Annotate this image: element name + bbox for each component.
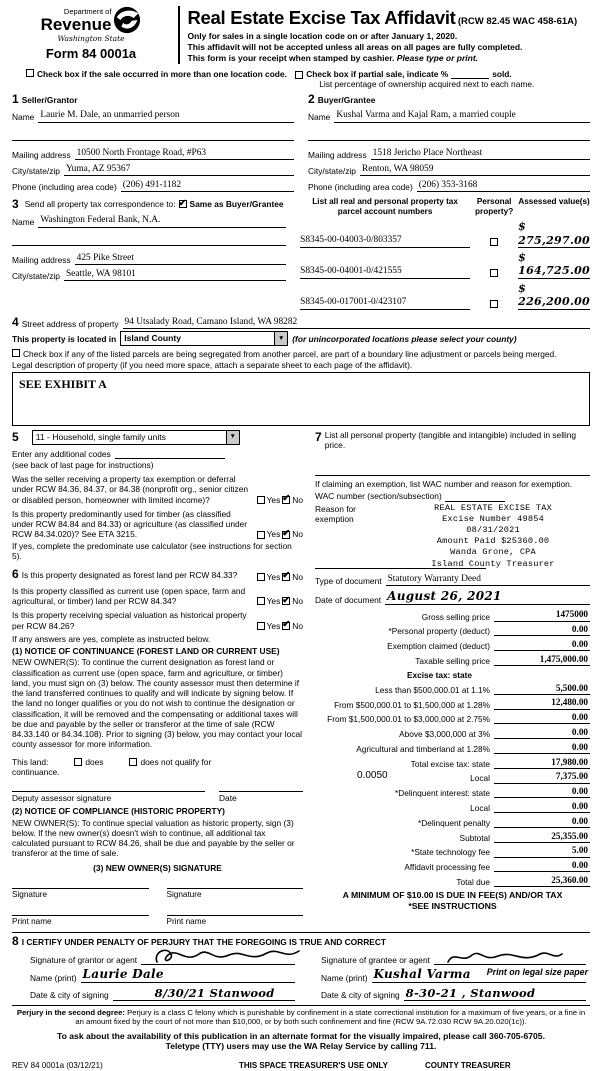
- land-does-checkbox[interactable]: [74, 758, 82, 766]
- exemption-question: Was the seller receiving a property tax exemption or deferral under RCW 84.36, 84.37, or 84.38 (nonprofit org., senior citizen or disabled person, homeowner with limited income)?: [12, 474, 249, 505]
- form-header: [12, 6, 590, 64]
- fin-row: *State technology fee 5.00: [411, 845, 588, 858]
- type-of-document-field[interactable]: Statutory Warranty Deed: [386, 573, 590, 586]
- correspondence-mailing-field[interactable]: 425 Pike Street: [75, 252, 286, 265]
- notice1-title: (1) NOTICE OF CONTINUANCE (FOREST LAND OR CURRENT USE): [12, 646, 280, 657]
- grantor-signature: [151, 946, 301, 968]
- new-owner-print-name-line[interactable]: Print name: [12, 915, 149, 927]
- additional-codes-field[interactable]: [115, 449, 225, 459]
- exemption-instruction: If claiming an exemption, list WAC number and reason for exemption.: [315, 479, 573, 490]
- buyer-name-field[interactable]: Kushal Varma and Kajal Ram, a married couple: [334, 109, 590, 122]
- assessed-value-col-header: Assessed value(s): [518, 197, 590, 207]
- section-4-property: 4 Street address of property 94 Utsalady Road, Camano Island, WA 98282 This property is located in Island County ▼ (for unincorporated locations please select your county) Check box if any of the listed parcels are being segregated from another parcel, are part of a boundary line adjustment or parcels being merged. Legal description of property (if you need more space, attach a separate sheet to each page of the affidavit). SEE EXHIBIT A: [12, 315, 590, 426]
- partial-sale-note: List percentage of ownership acquired next to each name.: [319, 78, 535, 89]
- fin-row: Gross selling price 1475000: [421, 609, 588, 622]
- personal-property-checkbox[interactable]: [490, 238, 498, 246]
- section-8-certification: 8 I CERTIFY UNDER PENALTY OF PERJURY THAT THE FOREGOING IS TRUE AND CORRECT Signature of grantor or agent Name (print) Laurie Dale Date & city of signing 8/30/21 Stanwood Signature of grantee or agent Name (print) Kushal Varma Date & city of signing 8-30-21 , Stanwood: [12, 932, 590, 1001]
- partial-sale-label: Check box if partial sale, indicate %: [306, 68, 449, 79]
- same-as-buyer-checkbox[interactable]: [179, 200, 187, 208]
- segregated-checkbox[interactable]: [12, 349, 20, 357]
- exemption-yes-checkbox[interactable]: [257, 496, 265, 504]
- current-use-question: Is this property classified as current use (open space, farm and agricultural, or timber) land per RCW 84.34?: [12, 585, 246, 607]
- notice1-body: NEW OWNER(S): To continue the current designation as forest land or classification as current use (open space, farm and agriculture, or timber) land, you must sign on (3) below. The county assessor must then determine if the land transferred continues to qualify and will indicate by signing below. If the land no longer qualifies or you do not wish to continue the designation or classification, it will be removed and the compensating or additional taxes will be due and payable by the seller or transferor at the time of sale (RCW 84.33.140 or 84.34.108). Prior to signing (3) below, you may contact your local county assessor for more information.: [12, 657, 303, 750]
- minimum-due-note: A MINIMUM OF $10.00 IS DUE IN FEE(S) AND/OR TAX: [342, 890, 563, 901]
- header-divider: [178, 6, 180, 64]
- buyer-city-field[interactable]: Renton, WA 98059: [360, 163, 590, 176]
- county-dropdown[interactable]: Island County ▼: [120, 331, 288, 346]
- date-of-document-label: Date of document: [315, 594, 382, 605]
- seller-phone-field[interactable]: (206) 491-1182: [121, 179, 294, 192]
- historical-question: Is this property receiving special valuation as historical property per RCW 84.26?: [12, 610, 247, 631]
- new-owner-signature-line[interactable]: Signature: [12, 888, 149, 900]
- fin-row: Above $3,000,000 at 3% 0.00: [399, 726, 588, 740]
- fin-row: Exemption claimed (deduct) 0.00: [387, 639, 588, 652]
- parcel-table: [300, 197, 590, 309]
- forest-question: Is this property designated as forest land per RCW 84.33?: [21, 570, 238, 581]
- street-address-field[interactable]: 94 Utsalady Road, Camano Island, WA 98282: [123, 316, 590, 329]
- financial-section: [315, 607, 590, 887]
- grantee-print-name-field[interactable]: Kushal Varma: [372, 967, 586, 983]
- treasurer-stamp: REAL ESTATE EXCISE TAX Excise Number 49854 08/31/2021 Amount Paid $25360.00 Wanda Grone, CPA Island County Treasurer: [431, 502, 555, 569]
- washington-state-label: Washington State: [57, 34, 125, 43]
- fin-row: 0.0050 Local 7,375.00: [357, 770, 588, 784]
- parcel-row: [300, 251, 590, 279]
- fin-row: Total due 25,360.00: [456, 874, 588, 888]
- revenue-wordmark: Revenue: [40, 15, 112, 35]
- grantee-signature-block: Signature of grantee or agent Name (print) Kushal Varma Date & city of signing 8-30-21 , Stanwood: [321, 948, 586, 1000]
- seller-city-field[interactable]: Yuma, AZ 95367: [64, 163, 294, 176]
- seller-heading: Seller/Grantor: [21, 95, 78, 106]
- print-legal-size-note: Print on legal size paper: [486, 967, 588, 978]
- correspondence-name-field-2[interactable]: [12, 235, 286, 246]
- form-number: Form 84 0001a: [45, 46, 137, 62]
- personal-property-col-header: Personal property?: [475, 197, 514, 217]
- grantor-signature-field[interactable]: [141, 951, 295, 965]
- grantor-signature-block: Signature of grantor or agent Name (print) Laurie Dale Date & city of signing 8/30/21 Stanwood: [30, 948, 295, 1000]
- answers-note: If any answers are yes, complete as instructed below.: [12, 633, 211, 644]
- buyer-name-field-2[interactable]: [308, 130, 590, 141]
- fin-row: From $1,500,000.01 to $3,000,000 at 2.75% 0.00: [327, 712, 588, 725]
- parcel-number-field[interactable]: S8345-00-04001-0/421555: [300, 266, 470, 278]
- type-of-document-label: Type of document: [315, 575, 382, 586]
- seller-name-field-2[interactable]: [12, 130, 294, 141]
- fin-row: *Personal property (deduct) 0.00: [388, 624, 588, 637]
- new-owner-signature-line[interactable]: Signature: [167, 888, 304, 900]
- seller-mailing-field[interactable]: 10500 North Frontage Road, #P63: [75, 147, 294, 160]
- grantee-signature-field[interactable]: [434, 951, 586, 965]
- grantee-signature: [444, 948, 564, 968]
- partial-sale-checkbox[interactable]: [295, 71, 303, 79]
- local-rate-value: 0.0050: [357, 770, 388, 782]
- tier4-tax-value[interactable]: 0.00: [494, 727, 590, 739]
- reet-affidavit-form: Department of Revenue Washington State Form 84 0001a Real Estate Excise Tax Affidavit (RCW 82.45 WAC 458-61A) Only for sales in a single location code on or after January 1, 2020. This affidavit will not be accepted unless all areas on all pages are fully completed. This form is your receipt when stamped by cashier. Please type or print. Check box if the sale occurred in more than one location code. Check box if partial sale, indicate % sold. List percentage of ownership acquired next to each name. 1 Seller/Grantor Name Laurie M. Dale, an unmarried person Mailing address 10500 North Frontage Road, #P63 City/state/zip Yuma, AZ 95367 Phone (including area code) (206) 491-1182 2 Buyer/Grantee Name Kushal Varma and Kajal Ram, a married couple Mailing address 1518 Jericho Place Northeast City/state/zip Renton, WA 98059 Phone (including area code) (206) 353-3168 3 Send all property tax correspondence to: ✔ Same as Buyer/Grantee Name Washington Federal Bank, N.A. Mailing address 425 Pike Street City/state/zip Seattle, WA 98101 List all real and personal property tax parcel account numbers Personal property? Assessed value(s) S8345-00-04003-0/803357 $ 275,297.00 S8345-00-04001-0/421555 $ 164,725.00 S8345-00-017001-0/423107 $ 226,200.00 4 Street address of property 94 Utsalady Road, Camano Island, WA 98282 This property is located in Island County ▼ (for unincorporated locations please select your county) Check box if any of the listed parcels are being segregated from another parcel, are part of a boundary line adjustment or parcels being merged. Legal description of property (if you need more space, attach a separate sheet to each page of the affidavit). SEE EXHIBIT A 5 11 - Household, single family units ▼ Enter any additional codes (see back of last page for instructions) Was the seller receiving a property tax exemption or deferral under RCW 84.36, 84.37, or 84.38 (nonprofit org., senior citizen or disabled person, homeowner with limited income)? Yes ✔ No Is this property predominantly used for timber (as classified under RCW 84.84 and 84.33) or agriculture (as classified under RCW 84.34.020)? See ETA 3215. Yes ✔ No If yes, complete the predominate use calculator (see instructions for section 5). 6 Is this property designated as forest land per RCW 84.33? Yes ✔ No Is this property classified as current use (open space, farm and agricultural, or timber) land per RCW 84.34? Yes ✔ No Is this property receiving special valuation as historical property per RCW 84.26? Yes ✔ No If any answers are yes, complete as instructed below. (1) NOTICE OF CONTINUANCE (FOREST LAND OR CURRENT USE) NEW OWNER(S): To continue the current designation as forest land or classification as current use (open space, farm and agriculture, or timber) land, you must sign on (3) below. The county assessor must then determine if the land transferred continues to qualify and will indicate by signing below. If the land no longer qualifies or you do not wish to continue the designation or classification, it will be removed and the compensating or additional taxes will be due and payable by the seller or transferor at the time of sale (RCW 84.33.140 or 84.34.108). Prior to signing (3) below, you may contact your local county assessor for more information. This land: does does not qualify for continuance. Deputy assessor signature Date (2) NOTICE OF COMPLIANCE (HISTORIC PROPERTY) NEW OWNER(S): To continue special valuation as historic property, sign (3) below. If the new owner(s) doesn't wish to continue, all additional tax calculated pursuant to RCW 84.26, shall be due and payable by the seller or transferor at the time of sale. (3) NEW OWNER(S) SIGNATURE Signature Signature Print name Print name 7 List all personal property (tangible and intangible) included in selling price. If claiming an exemption, list WAC number and reason for exemption. WAC number (section/subsection) Reason for exemption REAL ESTATE EXCISE TAX Excise Number 49854 08/31/2021 Amount Paid $25360.00 Wanda Grone, CPA Island County Treasurer Type of document Statutory Warranty Deed Date of document August 26, 2021 Gross selling price 1475000 *Personal property (deduct) 0.00 Exemption claimed (deduct) 0.00 Taxable selling price 1,475,000.00 Excise tax: state Less than $500,000.01 at 1.1% 5,500.00 From $500,000.01 to $1,500,000 at 1.28% 12,480.00 From $1,500,000.01 to $3,000,000 at 2.75% 0.00 Above $3,000,000 at 3% 0.00 Agricultural and timberland at 1.28% 0.00 Total excise tax: state 17,980.00 0.0050 Local 7,375.00 *Delinquent interest: state 0.00 Local 0.00 *Delinquent penalty 0.00 Subtotal 25,355.00 *State technology fee 5.00 Affidavit processing fee 0.00 Total due 25,360.00 A MINIMUM OF $10.00 IS DUE IN FEE(S) AND/OR TAX *SEE INSTRUCTIONS 8 I CERTIFY UNDER PENALTY OF PERJURY THAT THE FOREGOING IS TRUE AND CORRECT Signature of grantor or agent Name (print) Laurie Dale Date & city of signing 8/30/21 Stanwood Signature of grantee or agent Name (print) Kushal Varma Date & city of signing 8-30-21 , Stanwood Perjury in the second degree: Perjury is a class C felony which is punishable by confinement in a state correctional institution for a maximum of five years, or a fine in an amount fixed by the court of not more than $10,000, or by both such confinement and fine (RCW 9A.72.030 RCW 9A.20.020(1c)). To ask about the availability of this publication in an alternate format for the visually impaired, please call 360-705-6705. Teletype (TTY) users may use the WA Relay Service by calling 711. REV 84 0001a (03/12/21) THIS SPACE TREASURER'S USE ONLY COUNTY TREASURER Print on legal size paper: [0, 0, 600, 988]
- deputy-assessor-signature-line[interactable]: Deputy assessor signature: [12, 791, 205, 803]
- left-column: 5 11 - Household, single family units ▼ Enter any additional codes (see back of last page for instructions) Was the seller receiving a property tax exemption or deferral under RCW 84.36, 84.37, or 84.38 (nonprofit org., senior citizen or disabled person, homeowner with limited income)? Yes ✔ No Is this property predominantly used for timber (as classified under RCW 84.84 and 84.33) or agriculture (as classified under RCW 84.34.020)? See ETA 3215. Yes ✔ No If yes, complete the predominate use calculator (see instructions for section 5). 6 Is this property designated as forest land per RCW 84.33? Yes ✔ No Is this property classified as current use (open space, farm and agricultural, or timber) land per RCW 84.34? Yes ✔ No Is this property receiving special valuation as historical property per RCW 84.26? Yes ✔ No If any answers are yes, complete as instructed below. (1) NOTICE OF CONTINUANCE (FOREST LAND OR CURRENT USE) NEW OWNER(S): To continue the current designation as forest land or classification as current use (open space, farm and agriculture, or timber) land, you must sign on (3) below. The county assessor must then determine if the land transferred continues to qualify and will indicate by signing below. If the land no longer qualifies or you do not wish to continue the designation or classification, it will be removed and the compensating or additional taxes will be due and payable by the seller or transferor at the time of sale (RCW 84.33.140 or 84.34.108). Prior to signing (3) below, you may contact your local county assessor for more information. This land: does does not qualify for continuance. Deputy assessor signature Date (2) NOTICE OF COMPLIANCE (HISTORIC PROPERTY) NEW OWNER(S): To continue special valuation as historic property, sign (3) below. If the new owner(s) doesn't wish to continue, all additional tax calculated pursuant to RCW 84.26, shall be due and payable by the seller or transferor at the time of sale. (3) NEW OWNER(S) SIGNATURE Signature Signature Print name Print name: [12, 430, 303, 927]
- parcel-row: [300, 220, 590, 248]
- grantor-print-name-field[interactable]: Laurie Dale: [81, 967, 295, 983]
- seller-name-field[interactable]: Laurie M. Dale, an unmarried person: [38, 109, 294, 122]
- excise-tax-state-heading: Excise tax: state: [406, 669, 472, 680]
- legal-description-label: Legal description of property (if you need more space, attach a separate sheet to each page of the affidavit).: [12, 360, 413, 371]
- wac-number-label: WAC number (section/subsection): [315, 491, 442, 502]
- fin-row: Total excise tax: state 17,980.00: [410, 756, 588, 769]
- form-title-rcw: (RCW 82.45 WAC 458-61A): [457, 16, 578, 27]
- notice2-body: NEW OWNER(S): To continue special valuation as historic property, sign (3) below. If the new owner(s) doesn't wish to continue, all additional tax calculated pursuant to RCW 84.26, shall be due and payable by the seller or transferor at the time of sale.: [12, 817, 295, 859]
- certify-statement: I CERTIFY UNDER PENALTY OF PERJURY THAT THE FOREGOING IS TRUE AND CORRECT: [21, 936, 387, 947]
- state-technology-fee-value[interactable]: 5.00: [494, 845, 590, 857]
- total-excise-state-value[interactable]: 17,980.00: [494, 757, 590, 769]
- fin-row: Less than $500,000.01 at 1.1% 5,500.00: [375, 682, 588, 695]
- segregated-label: Check box if any of the listed parcels are being segregated from another parcel, are part of a boundary line adjustment or parcels being merged.: [23, 349, 557, 360]
- timber-yes-checkbox[interactable]: [257, 531, 265, 539]
- section-1-seller: 1 Seller/Grantor Name Laurie M. Dale, an unmarried person Mailing address 10500 North Frontage Road, #P63 City/state/zip Yuma, AZ 95367 Phone (including area code) (206) 491-1182: [12, 92, 294, 192]
- historical-yes-checkbox[interactable]: [257, 622, 265, 630]
- land-does-not-checkbox[interactable]: [129, 758, 137, 766]
- timber-no-checkbox[interactable]: [282, 531, 290, 539]
- timber-question: Is this property predominantly used for timber (as classified under RCW 84.84 and 84.33) or agriculture (as classified under RCW 84.34.020)? See ETA 3215.: [12, 508, 248, 540]
- multi-location-checkbox[interactable]: [26, 69, 34, 77]
- delinquent-penalty-value[interactable]: 0.00: [494, 816, 590, 828]
- header-note-1: Only for sales in a single location code on or after January 1, 2020.: [187, 30, 458, 41]
- form-title: Real Estate Excise Tax Affidavit: [187, 7, 456, 28]
- land-use-dropdown-arrow-icon[interactable]: ▼: [226, 431, 239, 444]
- subtotal-value[interactable]: 25,355.00: [494, 831, 590, 843]
- buyer-phone-field[interactable]: (206) 353-3168: [417, 179, 590, 192]
- fin-row: *Delinquent penalty 0.00: [418, 815, 588, 828]
- partial-sale-percent-field[interactable]: [451, 71, 489, 79]
- assessed-value-field[interactable]: $ 226,200.00: [518, 281, 590, 309]
- codes-note: (see back of last page for instructions): [12, 459, 154, 470]
- forest-yes-checkbox[interactable]: [257, 573, 265, 581]
- fin-row: Taxable selling price 1,475,000.00: [415, 653, 588, 666]
- parcel-col-header: List all real and personal property tax parcel account numbers: [312, 197, 458, 217]
- parcel-number-field[interactable]: S8345-00-017001-0/423107: [300, 297, 470, 309]
- see-instructions-note: *SEE INSTRUCTIONS: [408, 900, 497, 911]
- reason-for-exemption-label: Reason for exemption: [315, 503, 356, 524]
- multi-location-label: Check box if the sale occurred in more than one location code.: [37, 68, 287, 79]
- notice2-title: (2) NOTICE OF COMPLIANCE (HISTORIC PROPERTY): [12, 806, 225, 817]
- total-due-value[interactable]: 25,360.00: [494, 875, 590, 887]
- header-note-2: This affidavit will not be accepted unless all areas on all pages are fully completed.: [187, 41, 523, 52]
- taxable-selling-price-value[interactable]: 1,475,000.00: [494, 654, 590, 666]
- located-in-label: This property is located in: [12, 333, 117, 344]
- fin-row: *Delinquent interest: state 0.00: [394, 786, 588, 799]
- current-use-no-checkbox[interactable]: [282, 597, 290, 605]
- local-tax-value[interactable]: 7,375.00: [494, 771, 590, 783]
- same-as-buyer-label: Same as Buyer/Grantee: [189, 199, 284, 210]
- new-owner-print-name-line[interactable]: Print name: [167, 915, 304, 927]
- tier3-tax-value[interactable]: 0.00: [494, 712, 590, 724]
- fin-row: Agricultural and timberland at 1.28% 0.00: [356, 741, 588, 754]
- ag-timberland-tax-value[interactable]: 0.00: [494, 742, 590, 754]
- delinquent-interest-local-value[interactable]: 0.00: [494, 801, 590, 813]
- assessed-value-field[interactable]: $ 275,297.00: [518, 220, 590, 247]
- fin-row: Local 0.00: [470, 800, 588, 814]
- personal-property-list-field[interactable]: [315, 450, 590, 476]
- fin-row: Subtotal 25,355.00: [459, 830, 588, 843]
- personal-property-instruction: List all personal property (tangible and intangible) included in selling price.: [324, 429, 577, 450]
- treasurer-use-only-label: THIS SPACE TREASURER'S USE ONLY: [238, 1060, 389, 1070]
- personal-property-checkbox[interactable]: [490, 300, 498, 308]
- fin-row: Affidavit processing fee 0.00: [404, 860, 588, 873]
- exemption-no-checkbox[interactable]: [282, 496, 290, 504]
- legal-description-value: SEE EXHIBIT A: [19, 376, 107, 391]
- street-address-label: Street address of property: [21, 318, 119, 329]
- alternate-format-note: To ask about the availability of this publication in an alternate format for the visually impaired, please call 360-705-6705. Teletype (TTY) users may use the WA Relay Service by calling 711.: [57, 1030, 545, 1052]
- historical-no-checkbox[interactable]: [282, 622, 290, 630]
- date-of-document-field[interactable]: August 26, 2021: [385, 589, 590, 605]
- rev-number: REV 84 0001a (03/12/21): [12, 1060, 103, 1070]
- grantor-date-city-field[interactable]: 8/30/21 Stanwood: [113, 986, 295, 1001]
- additional-codes-label: Enter any additional codes: [12, 448, 111, 459]
- right-column: 7 List all personal property (tangible and intangible) included in selling price. If claiming an exemption, list WAC number and reason for exemption. WAC number (section/subsection) Reason for exemption REAL ESTATE EXCISE TAX Excise Number 49854 08/31/2021 Amount Paid $25360.00 Wanda Grone, CPA Island County Treasurer Type of document Statutory Warranty Deed Date of document August 26, 2021 Gross selling price 1475000 *Personal property (deduct) 0.00 Exemption claimed (deduct) 0.00 Taxable selling price 1,475,000.00 Excise tax: state Less than $500,000.01 at 1.1% 5,500.00 From $500,000.01 to $1,500,000 at 1.28% 12,480.00 From $1,500,000.01 to $3,000,000 at 2.75% 0.00 Above $3,000,000 at 3% 0.00 Agricultural and timberland at 1.28% 0.00 Total excise tax: state 17,980.00 0.0050 Local 7,375.00 *Delinquent interest: state 0.00 Local 0.00 *Delinquent penalty 0.00 Subtotal 25,355.00 *State technology fee 5.00 Affidavit processing fee 0.00 Total due 25,360.00 A MINIMUM OF $10.00 IS DUE IN FEE(S) AND/OR TAX *SEE INSTRUCTIONS: [315, 429, 588, 911]
- revenue-logo-icon: [113, 6, 141, 34]
- delinquent-interest-state-value[interactable]: 0.00: [494, 786, 590, 798]
- section-3-correspondence: 3 Send all property tax correspondence to: ✔ Same as Buyer/Grantee Name Washington Federal Bank, N.A. Mailing address 425 Pike Street City/state/zip Seattle, WA 98101: [12, 197, 286, 309]
- grantee-date-city-field[interactable]: 8-30-21 , Stanwood: [404, 986, 586, 1001]
- county-dropdown-arrow-icon[interactable]: ▼: [274, 332, 287, 345]
- wac-number-field[interactable]: [445, 493, 505, 502]
- county-note: (for unincorporated locations please select your county): [292, 333, 517, 344]
- correspondence-city-field[interactable]: Seattle, WA 98101: [64, 268, 286, 281]
- affidavit-processing-fee-value[interactable]: 0.00: [494, 860, 590, 872]
- new-owners-signature-title: (3) NEW OWNER(S) SIGNATURE: [93, 862, 222, 873]
- deputy-date-line[interactable]: Date: [219, 791, 303, 803]
- county-treasurer-label: COUNTY TREASURER: [425, 1060, 511, 1070]
- personal-property-checkbox[interactable]: [490, 269, 498, 277]
- parcel-row: [300, 282, 590, 310]
- forest-no-checkbox[interactable]: [282, 573, 290, 581]
- assessed-value-field[interactable]: $ 164,725.00: [518, 250, 590, 278]
- header-note-3: This form is your receipt when stamped by cashier. Please type or print.: [187, 53, 479, 64]
- land-use-code-dropdown[interactable]: 11 - Household, single family units ▼: [32, 430, 240, 445]
- buyer-heading: Buyer/Grantee: [317, 95, 376, 106]
- timber-note: If yes, complete the predominate use calculator (see instructions for section 5).: [12, 540, 292, 561]
- section-2-buyer: 2 Buyer/Grantee Name Kushal Varma and Kajal Ram, a married couple Mailing address 1518 Jericho Place Northeast City/state/zip Renton, WA 98059 Phone (including area code) (206) 353-3168: [308, 92, 590, 192]
- tier1-tax-value[interactable]: 5,500.00: [494, 683, 590, 695]
- correspondence-name-field[interactable]: Washington Federal Bank, N.A.: [38, 214, 286, 227]
- correspondence-label: Send all property tax correspondence to:: [24, 199, 176, 210]
- parcel-number-field[interactable]: S8345-00-04003-0/803357: [300, 235, 470, 247]
- personal-property-deduct-value[interactable]: 0.00: [494, 624, 590, 636]
- buyer-mailing-field[interactable]: 1518 Jericho Place Northeast: [371, 147, 590, 160]
- legal-description-box[interactable]: [12, 372, 590, 426]
- fin-row: From $500,000.01 to $1,500,000 at 1.28% 12,480.00: [334, 697, 588, 710]
- exemption-claimed-value[interactable]: 0.00: [494, 639, 590, 651]
- perjury-statement: Perjury in the second degree: Perjury is a class C felony which is punishable by confinement in a state correctional institution for a maximum of five years, or a fine in an amount fixed by the court of not more than $10,000, or by both such confinement and fine (RCW 9A.72.030 RCW 9A.20.020(1c)).: [16, 1007, 586, 1027]
- tier2-tax-value[interactable]: 12,480.00: [494, 697, 590, 709]
- current-use-yes-checkbox[interactable]: [257, 597, 265, 605]
- dept-of-label: Department of: [63, 6, 112, 16]
- this-land-label: This land:: [12, 756, 49, 767]
- gross-selling-price-value[interactable]: 1475000: [494, 609, 590, 621]
- continuance-label: continuance.: [12, 766, 60, 777]
